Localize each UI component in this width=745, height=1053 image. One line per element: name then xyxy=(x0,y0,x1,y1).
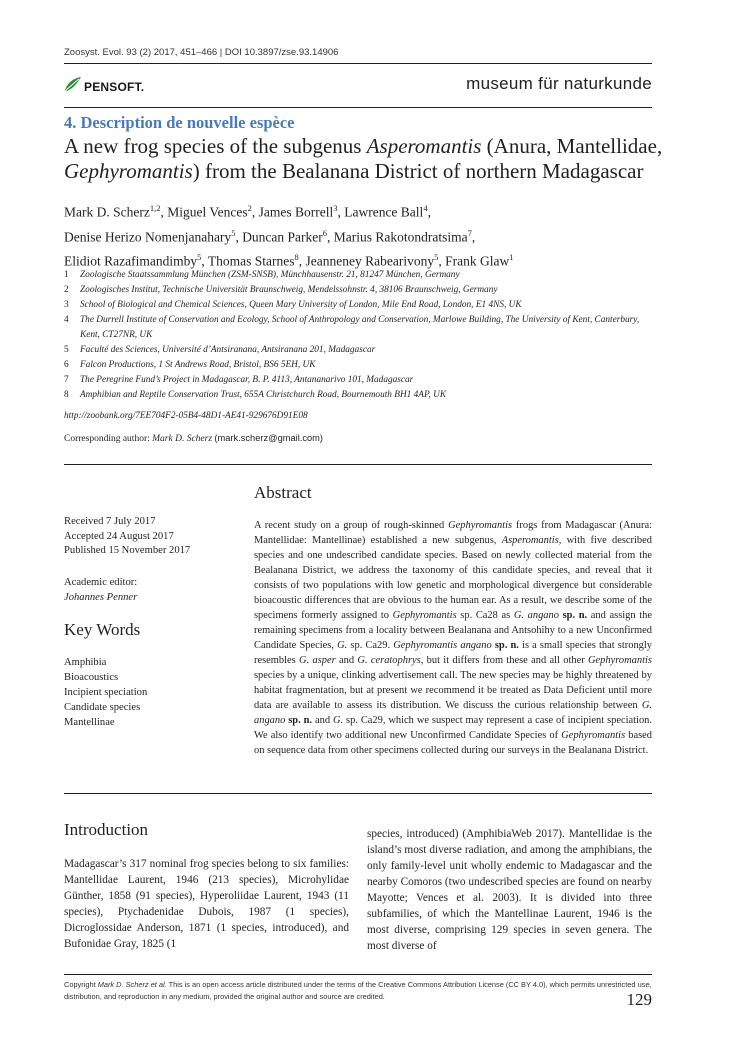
corresponding-author: Corresponding author: Mark D. Scherz (mark.scherz@gmail.com) xyxy=(64,433,324,444)
author-list: Mark D. Scherz$^{1,2}$, Miguel Vences$^2$, James Borrell$^3$, Lawrence Ball$^4$, Denise Herizo Nomenjanahary$^5$, Duncan Parker$^6$, Marius Rakotondratsima$^7$, Elidiot Razafimandimby$^5$, Thomas Starnes$^8$, Jeanneney Rabearivony$^5$, Frank Glaw$^1$ xyxy=(64,203,514,269)
abstract-text: A recent study on a group of rough-skinned Gephyromantis frogs from Madagascar (Anura: Mantellidae: Mantellinae) established a new subgenus, Asperomantis, with five described species and one undescribed candidate species. Based on newly collected material from the Bealanana District, we address the taxonomy of this candidate species, and reveal that it consists of two populations with low genetic and morphological divergence but considerable bioacoustic differences that are obvious to the human ear. As a result, we describe some of the specimens formerly assigned to Gephyromantis sp. Ca28 as G. angano sp. n. and assign the remaining specimens from a locality between Bealanana and Antsohihy to a new Unconfirmed Candidate Species, G. sp. Ca29. Gephyromantis angano sp. n. is a small species that strongly resembles G. asper and G. ceratophrys, but it differs from these and all other Gephyromantis species by a unique, clinking advertisement call. The new species may be highly threatened by habitat fragmentation, but at present we recommend it be treated as Data Deficient until more data are available to assess its distribution. We discuss the curious relationship between G. angano sp. n. and G. sp. Ca29, which we suspect may represent a case of incipient speciation. We also identify two additional new Unconfirmed Candidate Species of Gephyromantis based on sequence data from other specimens collected during our surveys in the Bealanana District. xyxy=(254,520,653,756)
affiliation-list xyxy=(64,268,654,403)
article-title: A new frog species of the subgenus Asperomantis (Anura, Mantellidae, Gephyromantis) from the Bealanana District of northern Madagascar xyxy=(64,134,663,183)
author: Lawrence Ball xyxy=(344,204,424,220)
author: Denise Herizo Nomenjanahary xyxy=(64,229,232,244)
author: Jeanneney Rabearivony xyxy=(305,253,435,269)
introduction-heading: Introduction xyxy=(64,820,149,839)
affiliation-item: 1 Zoologische Staatssammlung München (ZSM-SNSB), Münchhausenstr. 21, 81247 München, Germany xyxy=(64,270,460,280)
pensoft-leaf-icon xyxy=(64,76,82,97)
keyword: Bioacoustics xyxy=(64,672,119,683)
affiliation-item: 7 The Peregrine Fund’s Project in Madagascar, B. P. 4113, Antananarivo 101, Madagascar xyxy=(64,375,414,385)
section-label: 4. Description de nouvelle espèce xyxy=(64,113,295,132)
author: Marius Rakotondratsima xyxy=(333,229,468,244)
affiliation-item: 3 School of Biological and Chemical Sciences, Queen Mary University of London, Mile End Road, London, E1 4NS, UK xyxy=(64,300,522,310)
affiliation-item: 8 Amphibian and Reptile Conservation Trust, 655A Christchurch Road, Bournemouth BH1 4AP, UK xyxy=(64,390,447,400)
masthead-rule xyxy=(64,107,652,108)
author: Miguel Vences xyxy=(167,204,248,220)
abstract-bottom-rule xyxy=(64,793,652,794)
keyword: Amphibia xyxy=(64,657,107,668)
affiliation-item: 4 The Durrell Institute of Conservation and Ecology, School of Anthropology and Conservation, Marlowe Building, The University of Kent, Canterbury, Kent, CT27NR, UK xyxy=(64,315,640,340)
publisher-logo[interactable] xyxy=(64,76,144,97)
introduction-left-column: Madagascar’s 317 nominal frog species belong to six families: Mantellidae Laurent, 1946 (213 species), Microhylidae Günther, 1858 (91 species), Hyperoliidae Laurent, 1943 (11 species), Ptychadenidae Dubois, 1987 (1 species), Dicroglossidae Anderson, 1871 (1 species, introduced), and Bufonidae Gray, 1825 (1 xyxy=(64,858,349,950)
page-number: 129 xyxy=(626,990,652,1009)
keyword: Candidate species xyxy=(64,702,141,713)
institution-name: museum für naturkunde xyxy=(466,74,652,93)
copyright-notice: Copyright Mark D. Scherz et al. This is an open access article distributed under the terms of the Creative Commons Attribution License (CC BY 4.0), which permits unrestricted use, distribution, and reproduction in any medium, provided the original author and source are credited. xyxy=(64,980,652,1001)
published-date: Published 15 November 2017 xyxy=(64,545,191,556)
author: Duncan Parker xyxy=(242,229,323,244)
keyword: Incipient speciation xyxy=(64,687,148,698)
author: Elidiot Razafimandimby xyxy=(64,253,198,269)
affiliation-item: 6 Falcon Productions, 1 St Andrews Road, Bristol, BS6 5EH, UK xyxy=(64,360,316,370)
author: Mark D. Scherz xyxy=(64,204,150,220)
author: Thomas Starnes xyxy=(207,253,295,269)
publisher-logo-text: PENSOFT. xyxy=(84,79,145,94)
keyword-list xyxy=(64,655,147,730)
header-rule xyxy=(64,63,652,64)
corresponding-email[interactable]: (mark.scherz@gmail.com) xyxy=(214,433,324,443)
abstract-top-rule xyxy=(64,464,652,465)
accepted-date: Accepted 24 August 2017 xyxy=(64,530,174,542)
keyword: Mantellinae xyxy=(64,717,115,728)
zoobank-link[interactable]: http://zoobank.org/7EE704F2-05B4-48D1-AE41-929676D91E08 xyxy=(64,411,308,421)
publication-dates xyxy=(64,515,190,559)
abstract-heading: Abstract xyxy=(254,483,312,502)
author: Frank Glaw xyxy=(445,253,510,269)
author: James Borrell xyxy=(258,204,334,220)
journal-citation: Zoosyst. Evol. 93 (2) 2017, 451–466 | DOI 10.3897/zse.93.14906 xyxy=(64,47,339,58)
introduction-right-column: species, introduced) (AmphibiaWeb 2017). Mantellidae is the island’s most diverse radiation, and among the amphibians, the only family-level unit wholly endemic to Madagascar and the nearby Comoros (two undescribed species are found on nearby Mayotte; Vences et al. 2003). It is divided into three subfamilies, of which the Mantellinae Laurent, 1946 is the most diverse, comprising 129 species in seven genera. The most diverse of xyxy=(367,828,652,952)
footer-rule xyxy=(64,974,652,975)
affiliation-item: 2 Zoologisches Institut, Technische Universität Braunschweig, Mendelssohnstr. 4, 38106 Braunschweig, Germany xyxy=(64,285,498,295)
keywords-heading: Key Words xyxy=(64,620,141,639)
received-date: Received 7 July 2017 xyxy=(64,516,156,527)
academic-editor: Academic editor: Johannes Penner xyxy=(64,577,138,603)
affiliation-item: 5 Faculté des Sciences, Université d’Antsiranana, Antsiranana 201, Madagascar xyxy=(64,345,376,355)
